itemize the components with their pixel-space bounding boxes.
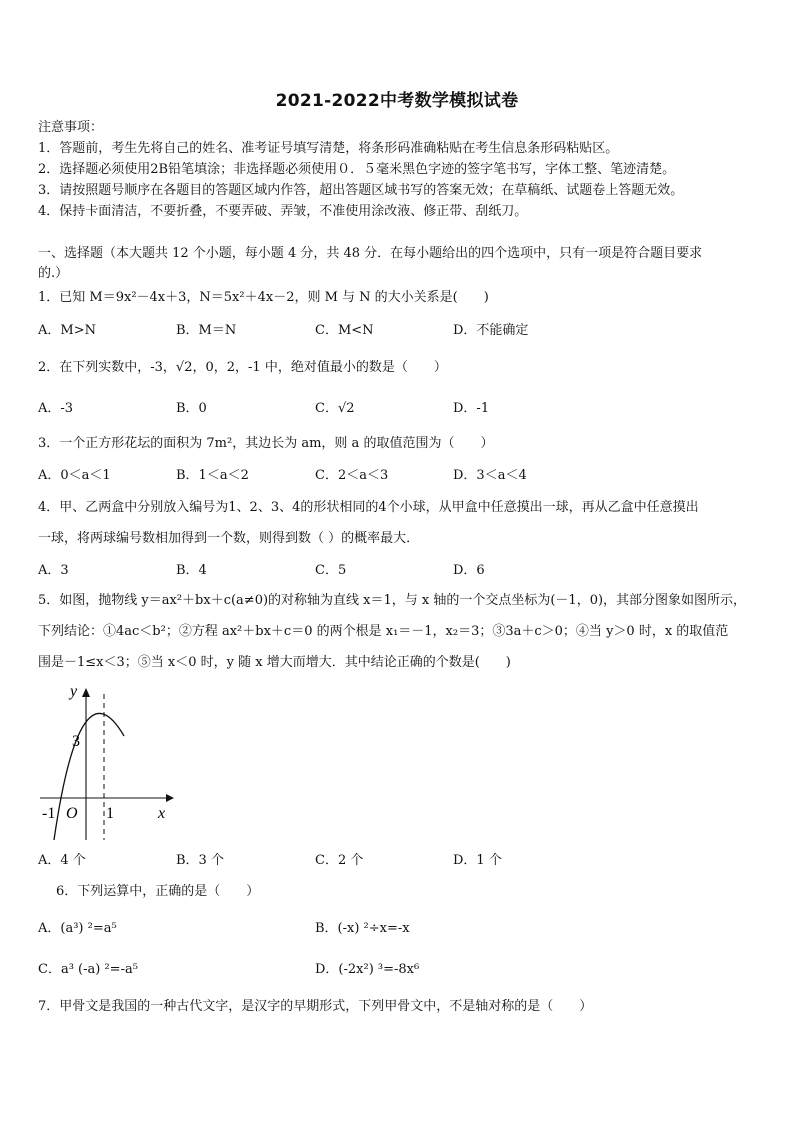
notice-item: 4．保持卡面清洁，不要折叠，不要弄破、弄皱，不准使用涂改液、修正带、刮纸刀。 (38, 204, 528, 219)
section-heading-cont: 的.） (38, 266, 69, 281)
question-3-option-c[interactable]: C．2＜a＜3 (315, 468, 389, 483)
parabola-figure (36, 680, 176, 845)
question-6-stem: 6．下列运算中，正确的是（ ） (56, 884, 260, 899)
question-4-option-a[interactable]: A．3 (38, 563, 69, 578)
x-axis-arrow-icon (166, 794, 174, 802)
x-label: x (158, 805, 166, 822)
question-5-stem-cont: 围是－1≤x＜3；⑤当 x＜0 时，y 随 x 增大而增大．其中结论正确的个数是( ) (38, 655, 511, 670)
question-1-option-d[interactable]: D．不能确定 (453, 323, 529, 338)
question-4-option-d[interactable]: D．6 (453, 563, 485, 578)
question-5-option-d[interactable]: D．1 个 (453, 853, 502, 868)
question-1-option-a[interactable]: A．M>N (38, 323, 96, 338)
question-1-stem: 1．已知 M＝9x²－4x＋3，N＝5x²＋4x－2，则 M 与 N 的大小关系是( ) (38, 290, 489, 305)
question-3-option-d[interactable]: D．3＜a＜4 (453, 468, 527, 483)
label-neg1: -1 (42, 805, 56, 822)
question-2-option-a[interactable]: A．-3 (38, 401, 74, 416)
y-label: y (70, 683, 78, 700)
question-5-stem: 5．如图，抛物线 y＝ax²＋bx＋c(a≠0)的对称轴为直线 x＝1，与 x 轴的一个交点坐标为(－1，0)，其部分图象如图所示， (38, 593, 747, 608)
question-5-stem-cont: 下列结论：①4ac＜b²；②方程 ax²＋bx＋c＝0 的两个根是 x₁＝－1，x₂＝3；③3a＋c＞0；④当 y＞0 时，x 的取值范 (38, 624, 729, 639)
question-4-stem-cont: 一球，将两球编号数相加得到一个数，则得到数（ ）的概率最大． (38, 531, 420, 546)
notice-item: 2．选择题必须使用2B铅笔填涂；非选择题必须使用０．５毫米黑色字迹的签字笔书写，字体工整、笔迹清楚。 (38, 162, 676, 177)
exam-title: 2021-2022中考数学模拟试卷 (275, 91, 519, 111)
question-6-option-d[interactable]: D．(-2x²) ³=-8x⁶ (315, 962, 420, 977)
notice-item: 1．答题前，考生先将自己的姓名、准考证号填写清楚，将条形码准确粘贴在考生信息条形码粘贴区。 (38, 141, 619, 156)
question-1-option-c[interactable]: C．M<N (315, 323, 374, 338)
question-4-stem: 4．甲、乙两盒中分别放入编号为1、2、3、4的形状相同的4个小球，从甲盒中任意摸出一球，再从乙盒中任意摸出 (38, 500, 699, 515)
question-4-option-b[interactable]: B．4 (176, 563, 207, 578)
question-5-option-a[interactable]: A．4 个 (38, 853, 86, 868)
question-3-stem: 3．一个正方形花坛的面积为 7m²，其边长为 am，则 a 的取值范围为（ ） (38, 436, 494, 451)
question-6-option-c[interactable]: C．a³ (-a) ²=-a⁵ (38, 962, 138, 977)
y-axis-arrow-icon (82, 688, 90, 697)
question-5-option-c[interactable]: C．2 个 (315, 853, 364, 868)
question-5-option-b[interactable]: B．3 个 (176, 853, 224, 868)
label-3: 3 (72, 733, 80, 750)
label-origin: O (66, 805, 78, 822)
question-6-option-b[interactable]: B．(-x) ²÷x=-x (315, 921, 410, 936)
question-6-option-a[interactable]: A．(a³) ²=a⁵ (38, 921, 117, 936)
question-4-option-c[interactable]: C．5 (315, 563, 347, 578)
question-2-option-c[interactable]: C．√2 (315, 401, 355, 416)
question-3-option-a[interactable]: A．0＜a＜1 (38, 468, 111, 483)
label-1: 1 (106, 805, 114, 822)
notice-heading: 注意事项： (38, 120, 104, 135)
question-3-option-b[interactable]: B．1＜a＜2 (176, 468, 249, 483)
question-2-stem: 2．在下列实数中，-3，√2，0，2，-1 中，绝对值最小的数是（ ） (38, 360, 447, 375)
notice-item: 3．请按照题号顺序在各题目的答题区域内作答，超出答题区域书写的答案无效；在草稿纸、试题卷上答题无效。 (38, 183, 684, 198)
question-2-option-b[interactable]: B．0 (176, 401, 207, 416)
section-heading: 一、选择题（本大题共 12 个小题，每小题 4 分，共 48 分．在每小题给出的四个选项中，只有一项是符合题目要求 (38, 246, 703, 261)
question-1-option-b[interactable]: B．M＝N (176, 323, 237, 338)
question-7-stem: 7．甲骨文是我国的一种古代文字，是汉字的早期形式，下列甲骨文中，不是轴对称的是（ ） (38, 999, 593, 1014)
question-2-option-d[interactable]: D．-1 (453, 401, 490, 416)
